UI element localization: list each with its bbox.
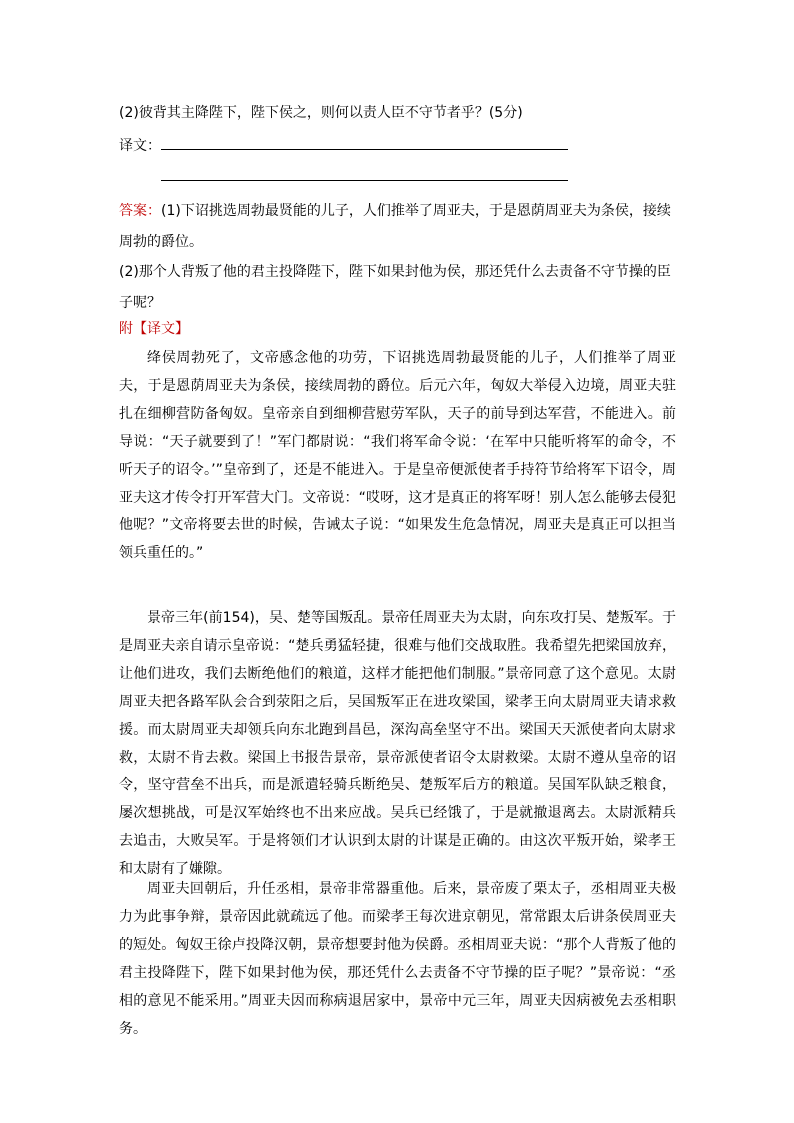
answer-section: [119, 196, 674, 318]
answer-label: 答案：: [119, 203, 161, 219]
translation-label: 译文：: [119, 138, 161, 154]
answer-blank-line-2: [161, 180, 568, 181]
answer-item-2: (2)那个人背叛了他的君主投降陛下，陛下如果封他为侯，那还凭什么去责备不守节操的臣子呢？: [119, 264, 671, 311]
answer-item-1: [119, 196, 674, 257]
question-2: (2)彼背其主降陛下，陛下侯之，则何以责人臣不守节者乎？(5分): [119, 105, 523, 121]
answer-text-1: (1)下诏挑选周勃最贤能的儿子，人们推举了周亚夫，于是恩荫周亚夫为条侯，接续周勃的爵位。: [119, 203, 671, 250]
annex-heading: [119, 317, 674, 341]
answer-blank-line-1: [161, 149, 568, 150]
translation-paragraph-3: 周亚夫回朝后，升任丞相，景帝非常器重他。后来，景帝废了栗太子，丞相周亚夫极力为此事争辩，景帝因此就疏远了他。而梁孝王每次进京朝见，常常跟太后讲条侯周亚夫的短处。匈奴王徐卢投降汉朝，景帝想要封他为侯爵。丞相周亚夫说：“那个人背叛了他的君主投降陛下，陛下如果封他为侯，那还凭什么去责备不守节操的臣子呢？”景帝说：“丞相的意见不能采用。”周亚夫因而称病退居家中，景帝中元三年，周亚夫因病被免去丞相职务。: [119, 881, 676, 1037]
annex-prefix: 附: [119, 321, 133, 337]
translation-paragraph-1: 绛侯周勃死了，文帝感念他的功劳，下诏挑选周勃最贤能的儿子，人们推举了周亚夫，于是恩荫周亚夫为条侯，接续周勃的爵位。后元六年，匈奴大举侵入边境，周亚夫驻扎在细柳营防备匈奴。皇帝亲自到细柳营慰劳军队，天子的前导到达军营，不能进入。前导说：“天子就要到了！”军门都尉说：“我们将军命令说：‘在军中只能听将军的命令，不听天子的诏令。’”皇帝到了，还是不能进入。于是皇帝便派使者手持符节给将军下诏令，周亚夫这才传令打开军营大门。文帝说：“哎呀，这才是真正的将军呀！别人怎么能够去侵犯他呢？”文帝将要去世的时候，告诫太子说：“如果发生危急情况，周亚夫是真正可以担当领兵重任的。”: [119, 350, 676, 562]
annex-title: 【译文】: [133, 321, 189, 337]
translation-paragraph-2: 景帝三年(前154)，吴、楚等国叛乱。景帝任周亚夫为太尉，向东攻打吴、楚叛军。于是周亚夫亲自请示皇帝说：“楚兵勇猛轻捷，很难与他们交战取胜。我希望先把梁国放弃，让他们进攻，我们去断绝他们的粮道，这样才能把他们制服。”景帝同意了这个意见。太尉周亚夫把各路军队会合到荥阳之后，吴国叛军正在进攻梁国，梁孝王向太尉周亚夫请求救援。而太尉周亚夫却领兵向东北跑到昌邑，深沟高垒坚守不出。梁国天天派使者向太尉求救，太尉不肯去救。梁国上书报告景帝，景帝派使者诏令太尉救梁。太尉不遵从皇帝的诏令，坚守营垒不出兵，而是派遣轻骑兵断绝吴、楚叛军后方的粮道。吴国军队缺乏粮食，屡次想挑战，可是汉军始终也不出来应战。吴兵已经饿了，于是就撤退离去。太尉派精兵去追击，大败吴军。于是将领们才认识到太尉的计谋是正确的。由这次平叛开始，梁孝王和太尉有了嫌隙。: [119, 610, 676, 878]
